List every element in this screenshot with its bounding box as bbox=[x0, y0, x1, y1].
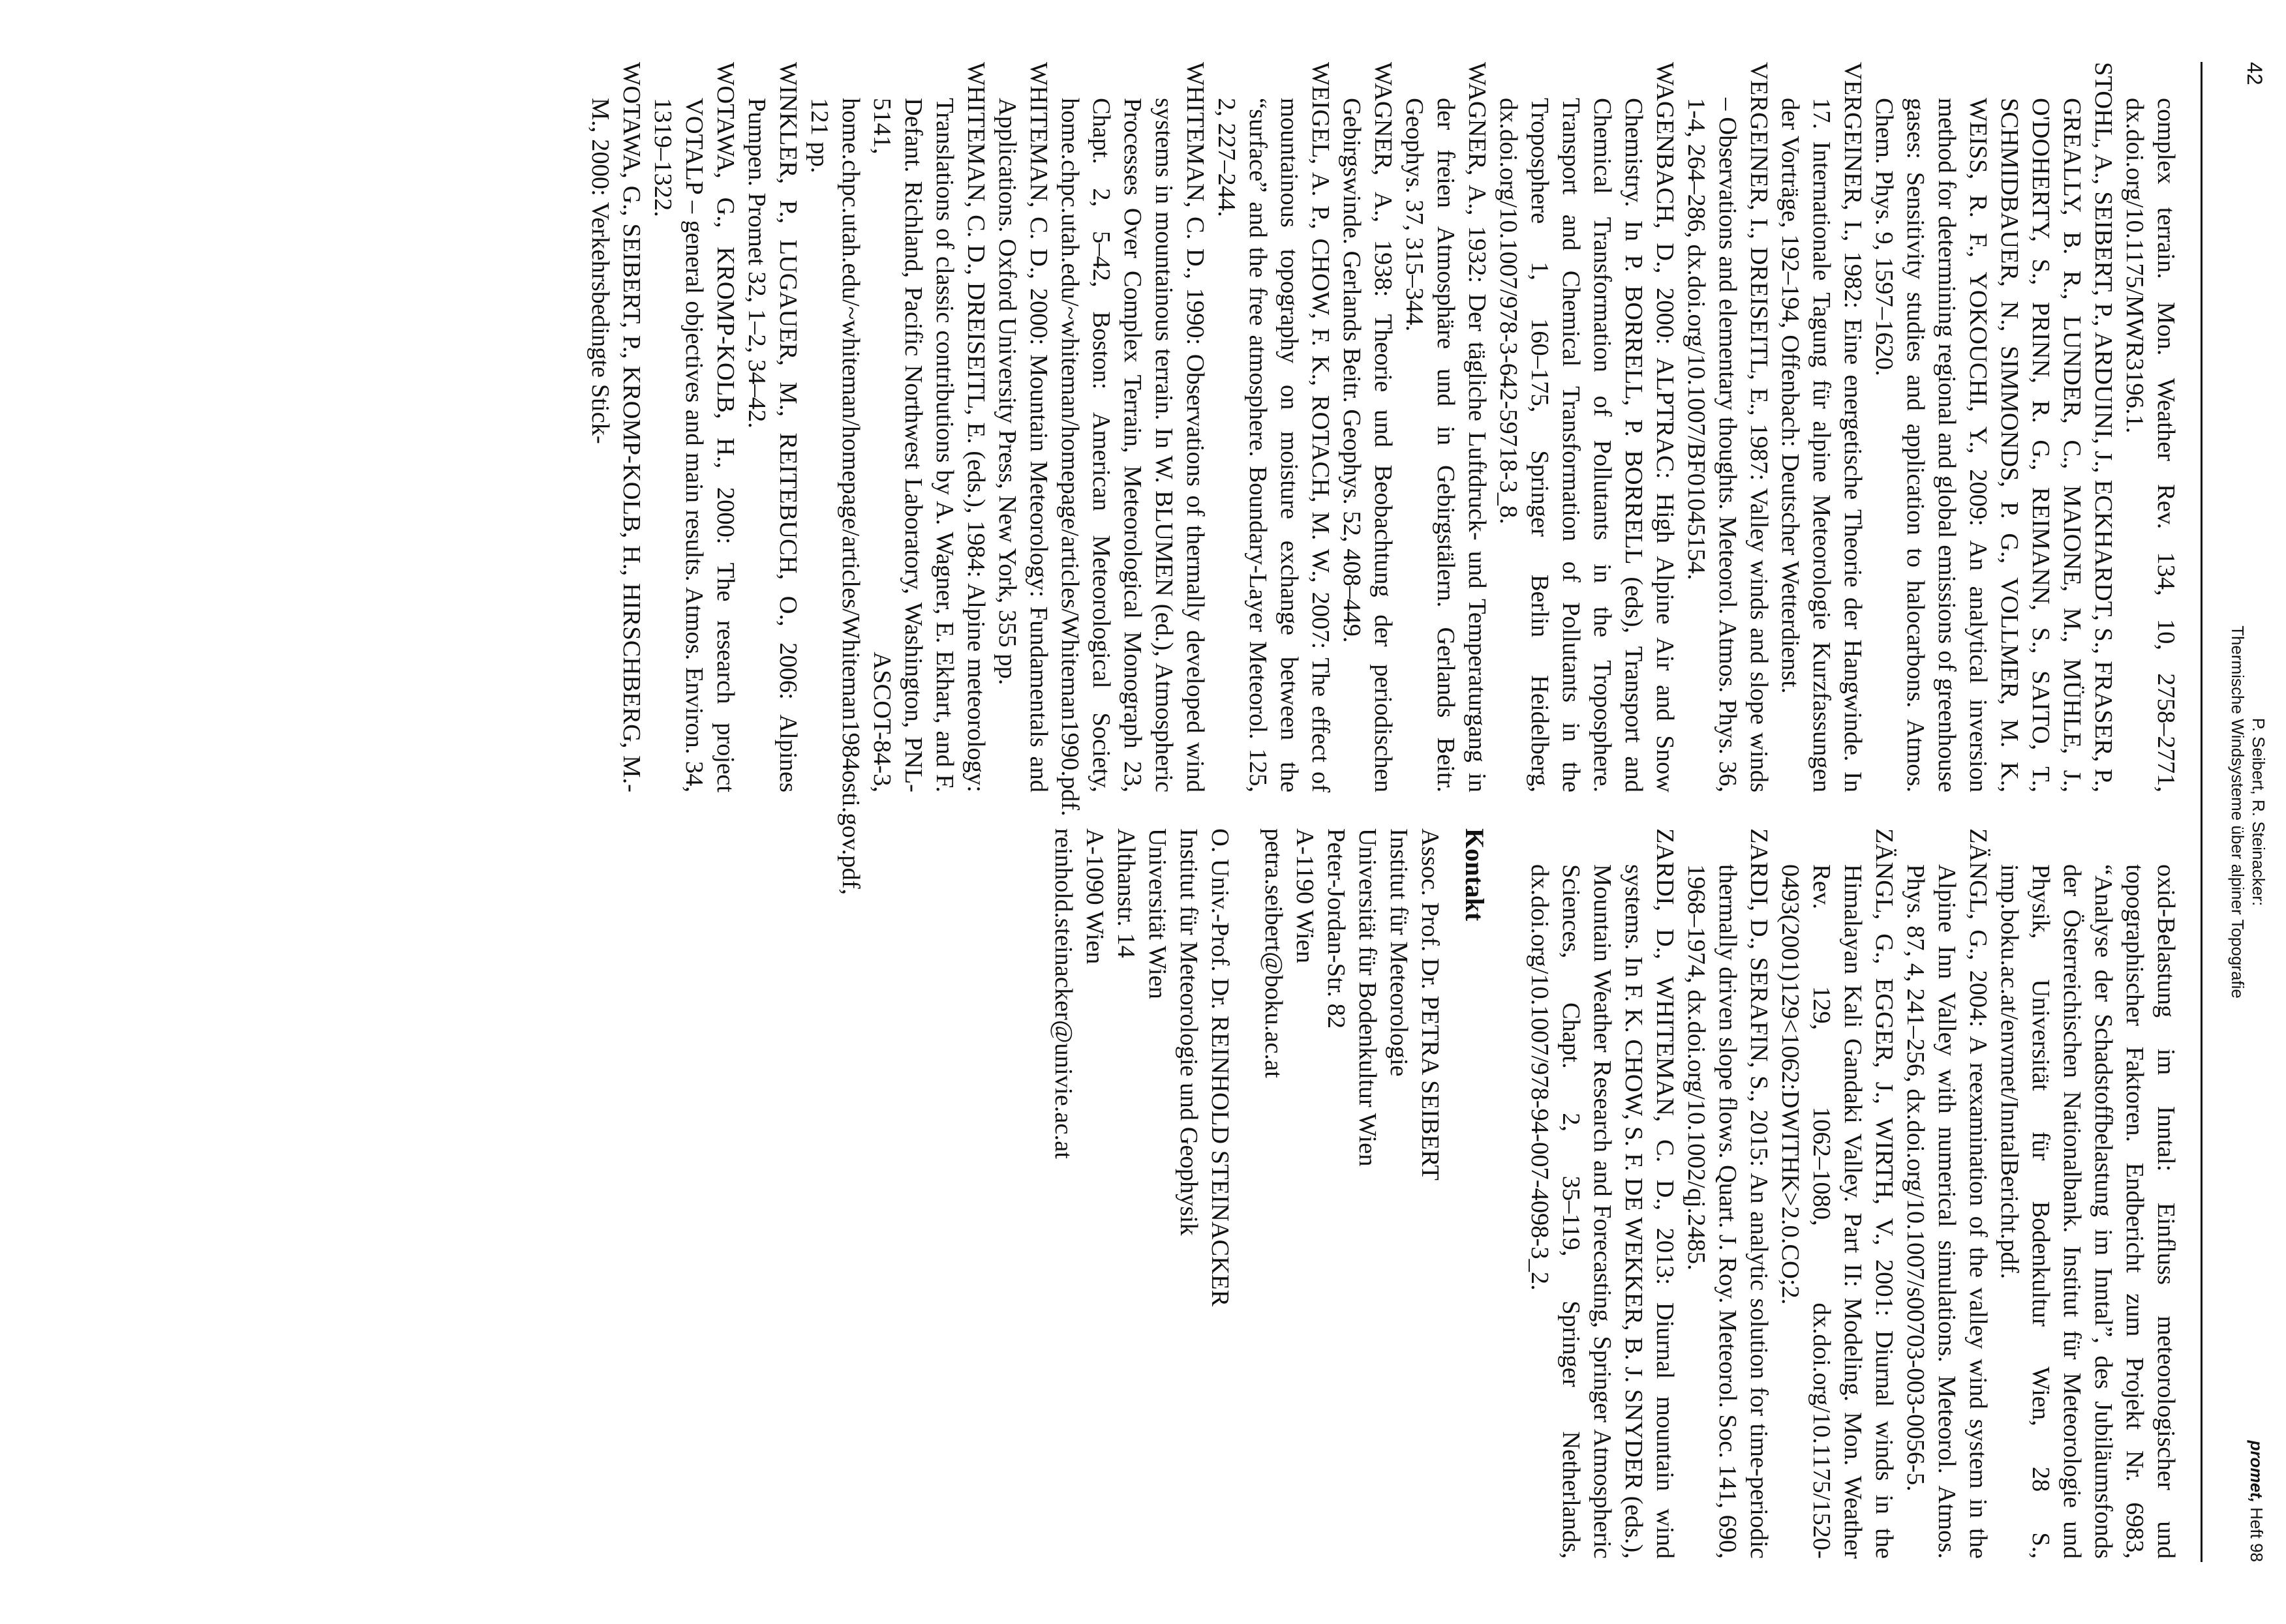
reference-entry: oxid-Belastung im Inntal: Einfluss meteorologischer und topographischer Faktoren. Endbericht zum Projekt Nr. 6983, “Analyse der Schadstoffbelastung im Inntal”, des Jubiläumsfonds der Österreichischen Nationalbank. Institut für Meteorologie und Physik, Universität für Bodenkultur Wien, 28 S., imp.boku.ac.at/envmet/InntalBericht.pdf. bbox=[1996, 864, 2180, 1559]
contact-address-seibert bbox=[1258, 828, 1446, 1559]
contact-name: O. Univ.-Prof. Dr. REINHOLD STEINACKER bbox=[1206, 828, 1234, 1307]
journal-label bbox=[2246, 1441, 2266, 1562]
journal-issue: Heft 98 bbox=[2247, 1502, 2266, 1562]
reference-entry: ZARDI, D., WHITEMAN, C. D., 2013: Diurnal mountain wind systems. In F. K. CHOW, S. F. DE WEKKER, B. J. SNYDER (eds.), Mountain Weather Research and Forecasting, Springer Atmospheric Sciences, Chapt. 2, 35–119, Springer Netherlands, dx.doi.org/10.1007/978-94-007-4098-3_2. bbox=[1526, 828, 1679, 1559]
reference-entry: ZARDI, D., SERAFIN, S., 2015: An analytic solution for time-periodic thermally driven slope flows. Quart. J. Roy. Meteorol. Soc. 141, 690, 1968–1974, dx.doi.org/10.1002/qj.2485. bbox=[1683, 828, 1773, 1559]
reference-entry: WOTAWA, G., SEIBERT, P., KROMP-KOLB, H., HIRSCHBERG, M.-M., 2000: Verkehrsbedingte Stick- bbox=[587, 62, 645, 792]
contact-street: Althanstr. 14 bbox=[1112, 828, 1140, 958]
reference-entry: WAGNER, A., 1932: Der tägliche Luftdruck- und Temperaturgang in der freien Atmosphäre und in Gebirgstälern. Gerlands Beitr. Geophys. 37, 315–344. bbox=[1401, 62, 1491, 792]
contact-name: Assoc. Prof. Dr. PETRA SEIBERT bbox=[1416, 828, 1444, 1180]
contact-address-steinacker bbox=[1048, 828, 1236, 1559]
contact-institute: Institut für Meteorologie und Geophysik bbox=[1175, 828, 1202, 1236]
running-head bbox=[2227, 0, 2269, 1624]
contact-city: A-1090 Wien bbox=[1081, 828, 1108, 965]
reference-entry: WHITEMAN, C. D., 1990: Observations of thermally developed wind systems in mountainous terrain. In W. BLUMEN (ed.), Atmospheric Processes Over Complex Terrain, Meteorological Monograph 23, Chapt. 2, 5–42, Boston: American Meteorological Society, home.chpc.utah.edu/~whiteman/homepage/articles/Whiteman1990.pdf. bbox=[1056, 62, 1209, 817]
reference-entry: WEIGEL, A. P., CHOW, F. K., ROTACH, M. W., 2007: The effect of mountainous topography on moisture exchange between the “surface” and the free atmosphere. Boundary-Layer Meteorol. 125, 2, 227–244. bbox=[1213, 62, 1334, 792]
reference-entry: ZÄNGL, G., EGGER, J., WIRTH, V., 2001: Diurnal winds in the Himalayan Kali Gandaki Valley. Part II: Modeling. Mon. Weather Rev. 129, 1062–1080, dx.doi.org/10.1175/1520-0493(2001)129<1062:DWITHK>2.0.CO;2. bbox=[1776, 828, 1898, 1559]
contact-institute: Institut für Meteorologie bbox=[1385, 828, 1412, 1077]
reference-entry: VERGEINER, I., 1982: Eine energetische Theorie der Hangwinde. In 17. Internationale Tagung für alpine Meteorologie Kurzfassungen der Vorträge, 192–194, Offenbach: Deutscher Wetterdienst. bbox=[1776, 62, 1867, 792]
reference-entry: WHITEMAN, C. D., 2000: Mountain Meteorology: Fundamentals and Applications. Oxford University Press, New York, 355 pp. bbox=[994, 62, 1052, 792]
running-head-authors: P. Seibert, R. Steinacker: bbox=[2249, 717, 2268, 907]
reference-entry: complex terrain. Mon. Weather Rev. 134, 10, 2758–2771, dx.doi.org/10.1175/MWR3196.1. bbox=[2121, 98, 2180, 792]
reference-entry: WHITEMAN, C. D., DREISEITL, E. (eds.), 1984: Alpine meteorology: Translations of classic contributions by A. Wagner, E. Ekhart, and F. Defant. Richland, Pacific Northwest Laboratory, Washington, PNL-5141, ASCOT-84-3, home.chpc.utah.edu/~whiteman/homepage/articles/Whiteman1984osti.gov.pdf, 121 pp. bbox=[806, 62, 990, 895]
contact-email[interactable]: petra.seibert@boku.ac.at bbox=[1260, 828, 1287, 1078]
page-number: 42 bbox=[2243, 62, 2266, 85]
contact-university: Universität für Bodenkultur Wien bbox=[1354, 828, 1381, 1167]
header-rule bbox=[2201, 62, 2202, 1562]
reference-entry: ZÄNGL, G., 2004: A reexamination of the valley wind system in the Alpine Inn Valley with numerical simulations. Meteorol. Atmos. Phys. 87, 4, 241–256, dx.doi.org/10.1007/s00703-003-0056-5. bbox=[1902, 828, 1992, 1559]
contact-heading: Kontakt bbox=[1460, 828, 1489, 922]
contact-city: A-1190 Wien bbox=[1291, 828, 1318, 963]
reference-entry: WAGNER, A., 1938: Theorie und Beobachtung der periodischen Gebirgswinde. Gerlands Beitr. Geophys. 52, 408–449. bbox=[1338, 62, 1397, 792]
reference-entry: WOTAWA, G., KROMP-KOLB, H., 2000: The research project VOTALP – general objectives and main results. Atmos. Environ. 34, 1319–1322. bbox=[649, 62, 739, 792]
contact-university: Universität Wien bbox=[1144, 828, 1171, 999]
reference-entry: WAGENBACH, D., 2000: ALPTRAC: High Alpine Air and Snow Chemistry. In P. BORRELL, P. BORRELL (eds), Transport and Chemical Transformation of Pollutants in the Troposphere. Transport and Chemical Transformation of Pollutants in the Troposphere 1, 160–175, Springer Berlin Heidelberg, dx.doi.org/10.1007/978-3-642-59718-3_8. bbox=[1495, 62, 1679, 792]
reference-entry: STOHL, A., SEIBERT, P., ARDUINI, J., ECKHARDT, S., FRASER, P., GREALLY, B. R., LUNDER, C., MAIONE, M., MÜHLE, J., O'DOHERTY, S., PRINN, R. G., REIMANN, S., SAITO, T., SCHMIDBAUER, N., SIMMONDS, P. G., VOLLMER, M. K., WEISS, R. F., YOKOUCHI, Y., 2009: An analytical inversion method for determining regional and global emissions of greenhouse gases: Sensitivity studies and application to halocarbons. Atmos. Chem. Phys. 9, 1597–1620. bbox=[1870, 62, 2117, 792]
contact-street: Peter-Jordan-Str. 82 bbox=[1322, 828, 1350, 1029]
reference-entry: VERGEINER, I., DREISEITL, E., 1987: Valley winds and slope winds – Observations and elementary thoughts. Meteorol. Atmos. Phys. 36, 1-4, 264–286, dx.doi.org/10.1007/BF01045154. bbox=[1683, 62, 1773, 792]
reference-entry: WINKLER, P., LUGAUER, M., REITEBUCH, O., 2006: Alpines Pumpen. Promet 32, 1–2, 34–42. bbox=[743, 62, 802, 792]
page-header bbox=[2188, 0, 2286, 1624]
right-column bbox=[1026, 828, 2182, 1559]
contact-email[interactable]: reinhold.steinacker@univie.ac.at bbox=[1050, 828, 1077, 1159]
running-head-title: Thermische Windsysteme über alpiner Topografie bbox=[2228, 625, 2248, 999]
journal-name: promet, bbox=[2247, 1440, 2266, 1503]
